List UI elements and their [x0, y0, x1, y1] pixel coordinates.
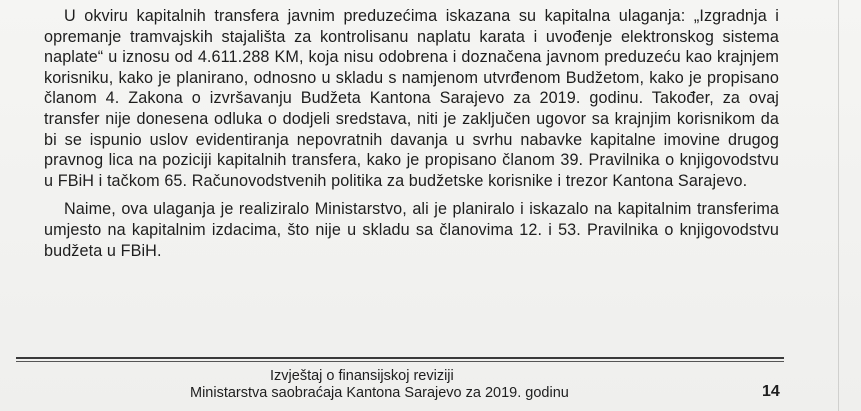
footer-report-title: Izvještaj o finansijskoj reviziji	[270, 368, 454, 384]
paragraph-ministry-realization: Naime, ova ulaganja je realiziralo Ministarstvo, ali je planiralo i iskazalo na kapitalnim transferima umjesto na kapitalnim izdacima, što nije u skladu sa članovima 12. i 53. Pravilnika o knjigovodstvu budžeta u FBiH.	[44, 200, 779, 260]
footer-divider-thick	[16, 357, 784, 359]
page-number: 14	[762, 383, 780, 400]
body-text	[44, 6, 779, 261]
page-edge	[838, 0, 839, 411]
footer-report-subject: Ministarstva saobraćaja Kantona Sarajevo za 2019. godinu	[190, 385, 569, 401]
paragraph-capital-transfers: U okviru kapitalnih transfera javnim preduzećima iskazana su kapitalna ulaganja: „Izgradnja i opremanje tramvajskih stajališta za kontrolisanu naplatu karata i uvođenje elektronskog sistema naplate“ u iznosu od 4.611.288 KM, koja nisu odobrena i doznačena javnom preduzeću kao krajnjem korisniku, kako je planirano, odnosno u skladu s namjenom utvrđenom Budžetom, kako je propisano članom 4. Zakona o izvršavanju Budžeta Kantona Sarajevo za 2019. godinu. Također, za ovaj transfer nije donesena odluka o dodjeli sredstava, niti je zaključen ugovor sa krajnjim korisnikom da bi se ispunio uslov evidentiranja nepovratnih davanja u svrhu nabavke kapitalne imovine drugog pravnog lica na poziciji kapitalnih transfera, kako je propisano članom 39. Pravilnika o knjigovodstvu u FBiH i tačkom 65. Računovodstvenih politika za budžetske korisnike i trezor Kantona Sarajevo.	[44, 7, 779, 190]
footer-divider-thin	[16, 361, 784, 362]
